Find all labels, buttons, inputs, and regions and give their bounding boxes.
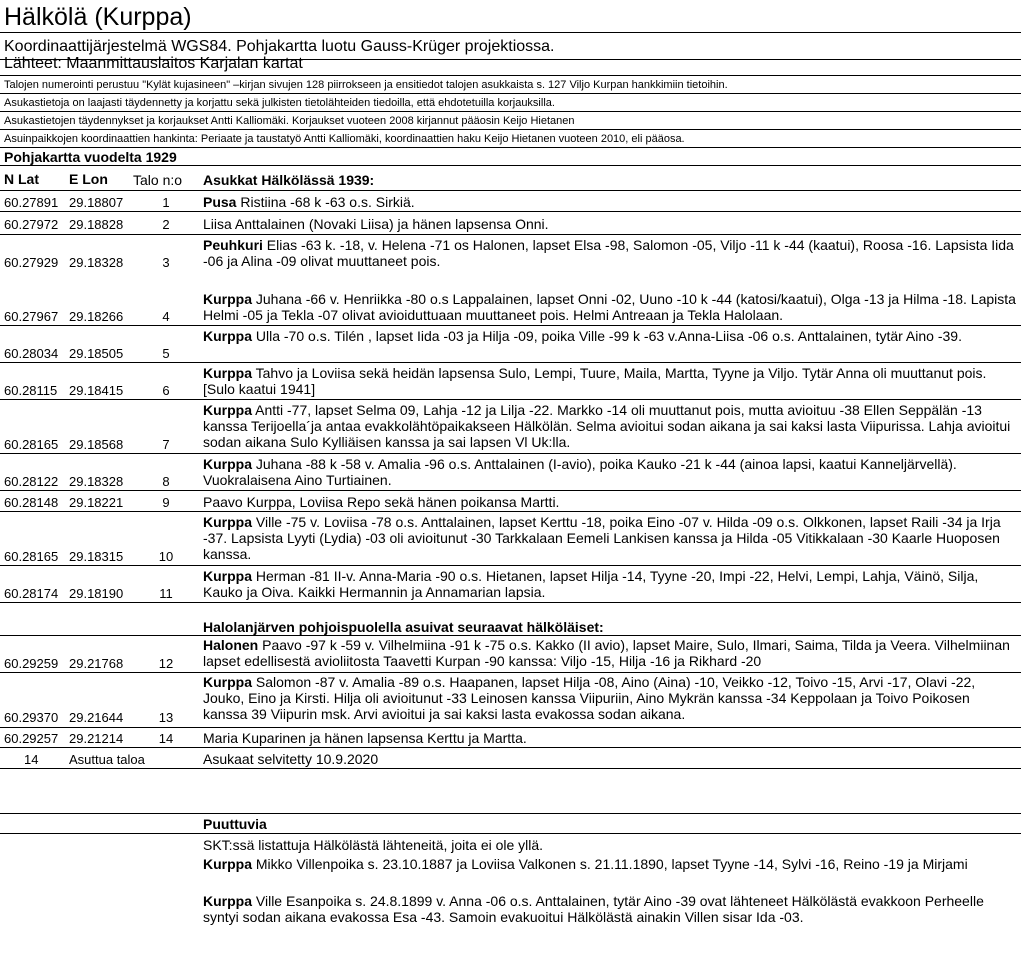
row-house-number: 8 — [162, 474, 170, 489]
sources-line: Lähteet: Maanmittauslaitos Karjalan kartat — [4, 55, 303, 72]
family-name: Kurppa — [203, 514, 252, 530]
divider — [0, 833, 1021, 834]
divider — [0, 399, 1021, 400]
row-residents — [203, 237, 1018, 269]
row-lat: 60.29257 — [4, 731, 59, 746]
north-section-heading: Halolanjärven pohjoispuolella asuivat seuraavat hälköläiset: — [203, 619, 604, 635]
note-line: Asuinpaikkojen koordinaattien hankinta: Periaate ja taustatyö Antti Kalliomäki, koordinaattien haku Keijo Hietanen vuoteen 2010, eli pääosa. — [4, 133, 685, 145]
row-lat: 60.27891 — [4, 195, 59, 210]
row-lon: 29.18328 — [69, 474, 124, 489]
row-house-number: 2 — [162, 217, 170, 232]
divider — [0, 211, 1021, 212]
row-lat: 60.29370 — [4, 710, 59, 725]
divider — [0, 768, 1021, 769]
missing-heading: Puuttuvia — [203, 816, 267, 832]
row-residents — [203, 456, 1018, 488]
family-name: Kurppa — [203, 856, 252, 872]
basemap-heading: Pohjakartta vuodelta 1929 — [4, 149, 177, 165]
row-lat: 60.27929 — [4, 255, 59, 270]
residents-text: Paavo Kurppa, Loviisa Repo sekä hänen poikansa Martti. — [203, 494, 560, 510]
missing-intro: SKT:ssä listattuja Hälkölästä lähteneitä, joita ei ole yllä. — [203, 837, 544, 853]
residents-text: Salomon -87 v. Amalia -89 o.s. Haapanen, lapset Hilja -08, Aino (Aina) -10, Veikko -12, Toivo -15, Arvi -17, Olavi -22, Jouko, Eino ja Kirsti. Hilja oli avioitunut -33 Leinosen kanssa Viipuriin, Aino Mykrän kanssa -34 Keppolaan ja Toivo Poikosen kanssa 39 Viipurin msk. Arvi avioitui ja sai kaksi lasta evakossa sodan aikana. — [203, 674, 976, 722]
family-name: Kurppa — [203, 291, 252, 307]
family-name: Kurppa — [203, 365, 252, 381]
row-lon: 29.18221 — [69, 495, 124, 510]
row-house-number: 1 — [162, 195, 170, 210]
row-residents — [203, 216, 1018, 232]
missing-item — [203, 856, 1018, 872]
divider — [0, 59, 1021, 60]
residents-text: Liisa Anttalainen (Novaki Liisa) ja hänen lapsensa Onni. — [203, 216, 549, 232]
row-residents — [203, 402, 1018, 450]
divider — [0, 747, 1021, 748]
row-lon: 29.21214 — [69, 731, 124, 746]
divider — [0, 190, 1021, 191]
subtitle: Koordinaattijärjestelmä WGS84. Pohjakartta luotu Gauss-Krüger projektiossa. — [4, 38, 555, 55]
row-residents — [203, 494, 1018, 510]
residents-text: Ville -75 v. Loviisa -78 o.s. Anttalainen, lapset Kerttu -18, poika Eino -07 v. Hilda -09 o.s. Olkkonen, lapset Raili -34 ja Irja -37. Lapsista Lyyti (Lydia) -03 oli avioitunut -30 Tarkkalaan Eemeli Lankisen kanssa ja Hilda -05 Vitikkalaan -30 Kaarle Huoposen kanssa. — [203, 514, 1001, 562]
summary-label: Asuttua taloa — [69, 752, 145, 767]
divider — [0, 362, 1021, 363]
divider — [0, 672, 1021, 673]
row-residents — [203, 730, 1018, 746]
divider — [0, 727, 1021, 728]
row-lon: 29.18415 — [69, 383, 124, 398]
row-residents — [203, 291, 1018, 323]
residents-text: Paavo -97 k -59 v. Vilhelmiina -91 k -75 o.s. Kakko (II avio), lapset Maire, Sulo, Ilmari, Saima, Tilda ja Veera. Vilhelmiinan lapset edellisestä avioliitosta Taavetti Kurpan -90 kanssa: Viljo -15, Hilja -16 ja Rikhard -20 — [203, 637, 1010, 669]
family-name: Halonen — [203, 637, 259, 653]
row-lon: 29.18828 — [69, 217, 124, 232]
residents-text: Ulla -70 o.s. Tilén , lapset Iida -03 ja Hilja -09, poika Ville -99 k -63 v.Anna-Liisa -06 o.s. Anttalainen, tytär Aino -39. — [252, 328, 962, 344]
row-lon: 29.18190 — [69, 586, 124, 601]
divider — [0, 165, 1021, 166]
row-house-number: 4 — [162, 309, 170, 324]
row-lat: 60.27972 — [4, 217, 59, 232]
row-residents — [203, 194, 1018, 210]
row-lat: 60.29259 — [4, 656, 59, 671]
page-title: Hälkölä (Kurppa) — [4, 3, 192, 31]
row-lat: 60.27967 — [4, 309, 59, 324]
family-name: Kurppa — [203, 402, 252, 418]
row-lat: 60.28165 — [4, 549, 59, 564]
family-name: Kurppa — [203, 456, 252, 472]
row-lat: 60.28115 — [4, 383, 58, 398]
row-lat: 60.28122 — [4, 474, 59, 489]
row-house-number: 14 — [158, 731, 174, 746]
row-residents — [203, 365, 1018, 397]
row-lat: 60.28165 — [4, 437, 59, 452]
missing-text: Ville Esanpoika s. 24.8.1899 v. Anna -06 o.s. Anttalainen, tytär Aino -39 ovat lähteneet Hälkölästä evakkoon Perheelle syntyi sodan aikana evakossa Esa -43. Samoin evakuoitui Hälkölästä ainakin Villen sisar Ida -03. — [203, 893, 984, 925]
col-header-lat: N Lat — [4, 171, 39, 187]
residents-text: Elias -63 k. -18, v. Helena -71 os Halonen, lapset Elsa -98, Salomon -05, Viljo -11 k -44 (kaatui), Roosa -16. Lapsista Iida -06 ja Alina -09 olivat muuttaneet pois. — [203, 237, 1014, 269]
note-line: Asukastietoja on laajasti täydennetty ja korjattu sekä julkisten tietolähteiden tiedoilla, että ehdotetuilla korjauksilla. — [4, 97, 555, 109]
residents-text: Antti -77, lapset Selma 09, Lahja -12 ja Lilja -22. Markko -14 oli muuttanut pois, mutta avioituu -38 Ellen Seppälän -13 kanssa Terijoella´ja antaa evakkolähtöpaikakseen Hälkölän. Selma avioitui sodan aikana ja sai kaksi lasta Viipurissa. Lahja avioitui sodan aikana Sulo Kylliäisen kanssa ja sai lapsen Vl Uk:lla. — [203, 402, 1011, 450]
divider — [0, 602, 1021, 603]
divider — [0, 93, 1021, 94]
row-residents — [203, 328, 1018, 344]
residents-text: Juhana -88 k -58 v. Amalia -96 o.s. Anttalainen (I-avio), poika Kauko -21 k -44 (ainoa lapsi, kaatui Kanneljärvellä). Vuokralaisena Aino Turtiainen. — [203, 456, 957, 488]
row-lon: 29.18807 — [69, 195, 124, 210]
residents-text: Juhana -66 v. Henriikka -80 o.s Lappalainen, lapset Onni -02, Uuno -10 k -44 (katosi/kaatui), Olga -13 ja Hilma -18. Lapista Helmi -05 ja Tekla -07 olivat avioiduttuaan muuttaneet pois. Helmi Antreaan ja Tekla Halolaan. — [203, 291, 1016, 323]
col-header-lon: E Lon — [69, 171, 108, 187]
family-name: Kurppa — [203, 674, 252, 690]
row-house-number: 3 — [162, 255, 170, 270]
row-house-number: 6 — [162, 383, 170, 398]
row-residents — [203, 568, 1018, 600]
row-house-number: 11 — [159, 586, 173, 601]
residents-text: Herman -81 II-v. Anna-Maria -90 o.s. Hietanen, lapset Hilja -14, Tyyne -20, Impi -22, Helvi, Lempi, Lahja, Väinö, Silja, Kauko ja Oiva. Kaikki Hermannin ja Annamarian lapsia. — [203, 568, 979, 600]
residents-text: Ristiina -68 k -63 o.s. Sirkiä. — [236, 194, 415, 210]
row-lat: 60.28174 — [4, 586, 59, 601]
row-lon: 29.21644 — [69, 710, 124, 725]
divider — [0, 635, 1021, 636]
divider — [0, 565, 1021, 566]
divider — [0, 234, 1021, 235]
row-house-number: 7 — [162, 437, 170, 452]
note-line: Asukastietojen täydennykset ja korjaukset Antti Kalliomäki. Korjaukset vuoteen 2008 kirjannut pääosin Keijo Hietanen — [4, 115, 575, 127]
residents-text: Tahvo ja Loviisa sekä heidän lapsensa Sulo, Lempi, Tuure, Maila, Martta, Tyyne ja Viljo. Tytär Anna oli muuttanut pois. [Sulo kaatui 1941] — [203, 365, 987, 397]
note-line: Talojen numerointi perustuu "Kylät kujasineen" –kirjan sivujen 128 piirrokseen ja ensitiedot talojen asukkaista s. 127 Viljo Kurpan hankkimiin tietoihin. — [4, 79, 728, 91]
col-header-house: Talo n:o — [133, 172, 183, 188]
row-residents — [203, 637, 1018, 669]
family-name: Peuhkuri — [203, 237, 263, 253]
divider — [0, 147, 1021, 148]
row-house-number: 9 — [162, 495, 170, 510]
residents-text: Maria Kuparinen ja hänen lapsensa Kerttu ja Martta. — [203, 730, 527, 746]
missing-text: Mikko Villenpoika s. 23.10.1887 ja Loviisa Valkonen s. 21.11.1890, lapset Tyyne -14, Sylvi -16, Reino -19 ja Mirjami — [252, 856, 968, 872]
col-header-residents: Asukkat Hälkölässä 1939: — [203, 172, 375, 188]
missing-item — [203, 893, 1018, 925]
divider — [0, 490, 1021, 491]
row-residents — [203, 674, 1018, 722]
divider — [0, 32, 1021, 33]
divider — [0, 129, 1021, 130]
row-house-number: 12 — [158, 656, 174, 671]
row-lon: 29.18328 — [69, 255, 124, 270]
row-house-number: 5 — [162, 346, 170, 361]
family-name: Kurppa — [203, 893, 252, 909]
divider — [0, 75, 1021, 76]
row-lon: 29.18315 — [69, 549, 124, 564]
row-lat: 60.28148 — [4, 495, 59, 510]
family-name: Kurppa — [203, 328, 252, 344]
divider — [0, 813, 1021, 814]
summary-status: Asukaat selvitetty 10.9.2020 — [203, 751, 379, 767]
divider — [0, 511, 1021, 512]
family-name: Pusa — [203, 194, 237, 210]
summary-count: 14 — [24, 752, 39, 767]
divider — [0, 111, 1021, 112]
row-lat: 60.28034 — [4, 346, 59, 361]
divider — [0, 325, 1021, 326]
row-house-number: 13 — [158, 710, 174, 725]
row-house-number: 10 — [158, 549, 174, 564]
row-lon: 29.18505 — [69, 346, 124, 361]
row-lon: 29.21768 — [69, 656, 124, 671]
family-name: Kurppa — [203, 568, 252, 584]
divider — [0, 453, 1021, 454]
row-lon: 29.18568 — [69, 437, 124, 452]
row-residents — [203, 514, 1018, 562]
row-lon: 29.18266 — [69, 309, 124, 324]
